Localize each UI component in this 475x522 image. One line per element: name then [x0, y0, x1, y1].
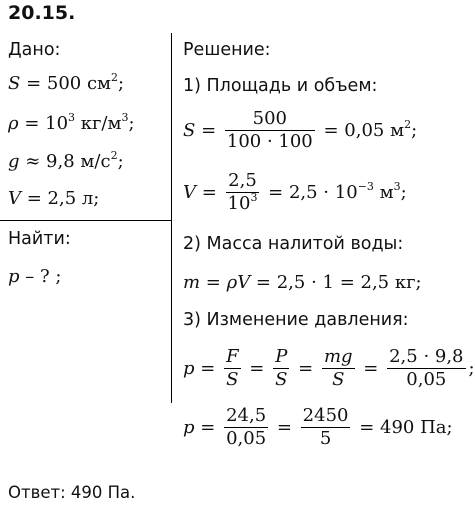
mg-over-area: $\frac{mg}{S}$: [323, 346, 353, 390]
solution-header: Решение:: [183, 40, 271, 60]
mass-formula: m = ρV = 2,5 · 1 = 2,5 кг;: [183, 272, 422, 293]
area-formula: S = $\frac{500}{100 \cdot 100}$ = 0,05 $м^2$;: [183, 108, 418, 152]
step-2-title: 2) Масса налитой воды:: [183, 234, 404, 254]
given-gravity: g ≈ 9,8 $м/с^2$;: [8, 149, 124, 172]
find-item: p – ? ;: [8, 266, 62, 287]
area-fraction: $\frac{500}{100 \cdot 100}$: [226, 108, 313, 152]
weight-over-area: $\frac{P}{S}$: [275, 346, 288, 390]
answer: Ответ: 490 Па.: [8, 483, 136, 502]
given-area: S = 500 $см^2$;: [8, 71, 125, 94]
numeric-fraction: $\frac{2,5 \cdot 9,8}{0,05}$: [389, 346, 464, 390]
step-3-title: 3) Изменение давления:: [183, 310, 409, 330]
result-fraction-2: $\frac{2450}{5}$: [302, 405, 349, 449]
given-header: Дано:: [8, 40, 61, 60]
force-over-area: $\frac{F}{S}$: [226, 346, 239, 390]
result-fraction-1: $\frac{24,5}{0,05}$: [226, 405, 267, 449]
vertical-divider: [171, 33, 172, 403]
given-density: $\rho = 10^3$ $кг/м^3$;: [8, 111, 135, 134]
problem-number: 20.15.: [8, 2, 76, 24]
step-1-title: 1) Площадь и объем:: [183, 76, 378, 96]
find-header: Найти:: [8, 229, 71, 249]
pressure-result: p = $\frac{24,5}{0,05}$ = $\frac{2450}{5}$ = 490 Па;: [183, 405, 453, 449]
pressure-formula: p = $\frac{F}{S}$ = $\frac{P}{S}$ = $\frac{mg}{S}$ = $\frac{2,5 \cdot 9,8}{0,05}$ ;: [183, 346, 475, 390]
volume-fraction: $\frac{2,5}{10^3}$: [227, 170, 258, 214]
volume-formula: V = $\frac{2,5}{10^3}$ = $2,5 \cdot 10^{-3}$ $м^3$;: [183, 170, 407, 214]
horizontal-divider: [0, 220, 171, 221]
given-volume: V = 2,5 л;: [8, 188, 100, 209]
